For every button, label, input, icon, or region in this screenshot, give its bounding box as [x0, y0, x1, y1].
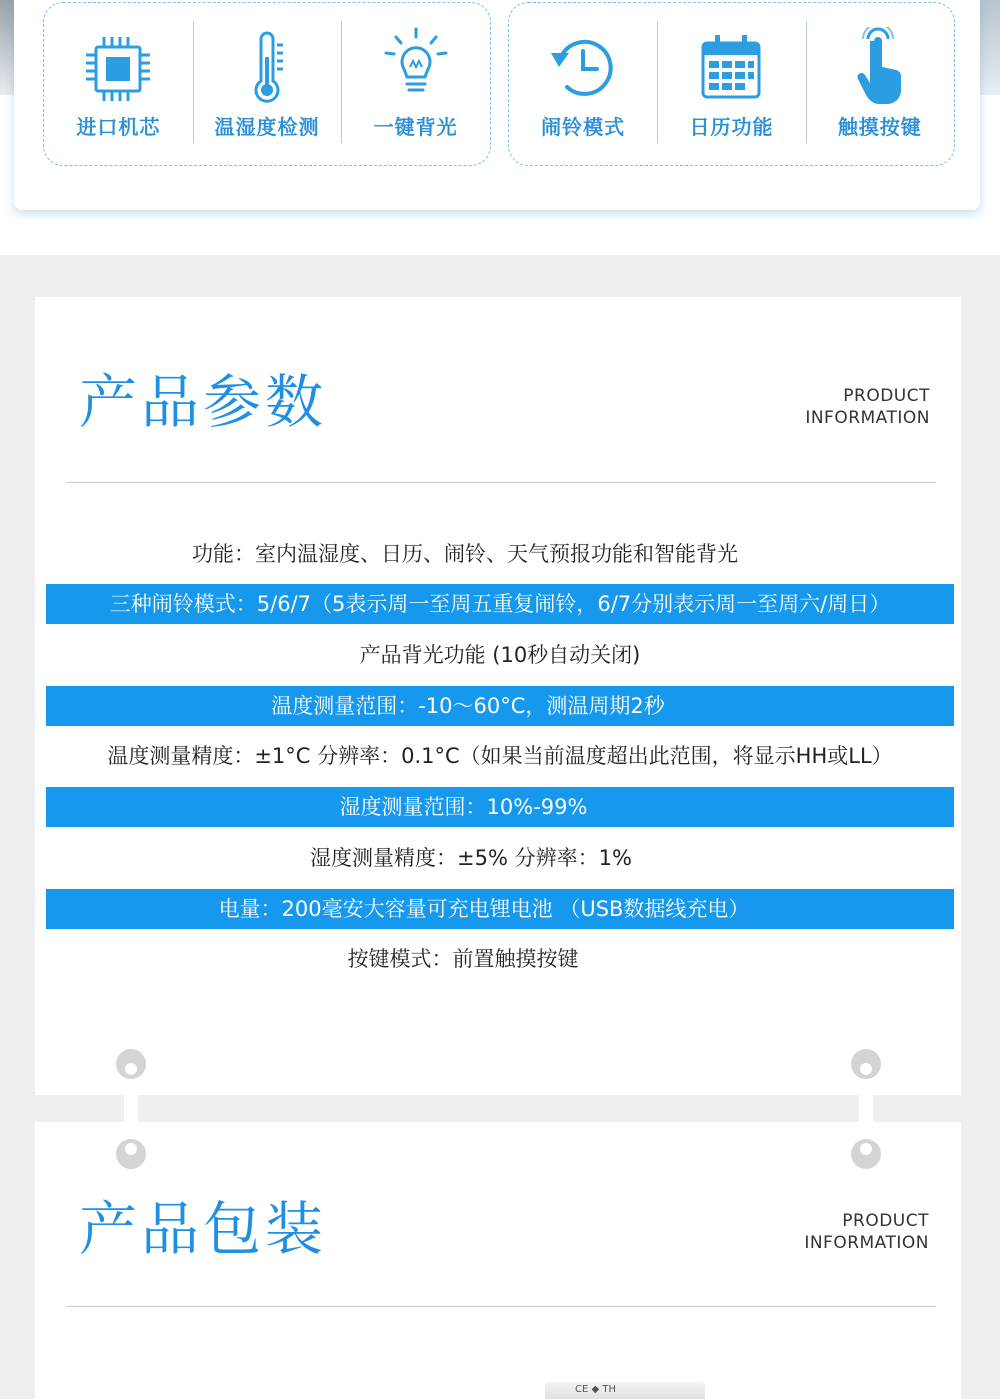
section-subtitle-en	[804, 1210, 929, 1254]
feature-item-touch	[806, 3, 954, 165]
section-title: 产品包装	[79, 1195, 328, 1263]
feature-label: 闹铃模式	[541, 115, 626, 139]
section-title: 产品参数	[79, 368, 328, 436]
feature-label: 触摸按键	[837, 115, 922, 139]
binder-ring-left	[116, 1049, 146, 1169]
feature-label: 温湿度检测	[214, 115, 320, 139]
feature-label: 一键背光	[373, 115, 458, 139]
spec-row-humidity-accuracy: 湿度测量精度：±5% 分辨率：1%	[310, 846, 632, 870]
feature-label: 进口机芯	[76, 115, 161, 139]
lightbulb-icon	[380, 27, 452, 107]
binder-ring-right	[851, 1049, 881, 1169]
product-photo-edge-left	[0, 0, 14, 95]
calendar-icon	[695, 27, 767, 107]
section-subtitle-line1: PRODUCT	[843, 386, 930, 406]
feature-item-chip	[44, 3, 193, 165]
spec-row-temp-accuracy: 温度测量精度：±1°C 分辨率：0.1°C（如果当前温度超出此范围，将显示HH或LL）	[107, 744, 893, 768]
feature-label: 日历功能	[689, 115, 774, 139]
spec-row-backlight: 产品背光功能 (10秒自动关闭)	[359, 643, 641, 667]
spec-row-alarm-modes: 三种闹铃模式：5/6/7（5表示周一至周五重复闹铃，6/7分别表示周一至周六/周日）	[46, 584, 954, 624]
section-subtitle-line2: INFORMATION	[804, 1233, 929, 1253]
section-subtitle-en	[805, 385, 930, 429]
spec-row-function: 功能：室内温湿度、日历、闹铃、天气预报功能和智能背光	[192, 542, 738, 566]
section-divider	[66, 1306, 936, 1307]
chip-icon	[82, 27, 154, 107]
feature-item-backlight	[341, 3, 490, 165]
product-photo-edge-right	[978, 0, 1000, 95]
feature-item-alarm	[509, 3, 657, 165]
spec-row-humidity-range: 湿度测量范围：10%-99%	[46, 787, 954, 827]
spec-row-temp-range: 温度测量范围：-10～60°C，测温周期2秒	[46, 686, 954, 726]
feature-card	[14, 0, 980, 210]
feature-group-left	[43, 2, 491, 166]
package-box-image	[545, 1382, 705, 1399]
section-divider	[66, 482, 936, 483]
feature-item-thermometer	[193, 3, 342, 165]
product-package-panel	[35, 1122, 961, 1399]
touch-hand-icon	[844, 27, 916, 107]
spec-row-buttons: 按键模式：前置触摸按键	[347, 947, 579, 971]
feature-group-right	[508, 2, 955, 166]
section-subtitle-line2: INFORMATION	[805, 408, 930, 428]
spec-row-battery: 电量：200毫安大容量可充电锂电池 （USB数据线充电）	[46, 889, 954, 929]
feature-band	[0, 0, 1000, 255]
feature-item-calendar	[657, 3, 805, 165]
package-box-label: CE ◆ TH	[575, 1384, 616, 1395]
thermometer-icon	[231, 27, 303, 107]
section-subtitle-line1: PRODUCT	[842, 1211, 929, 1231]
alarm-clock-icon	[547, 27, 619, 107]
